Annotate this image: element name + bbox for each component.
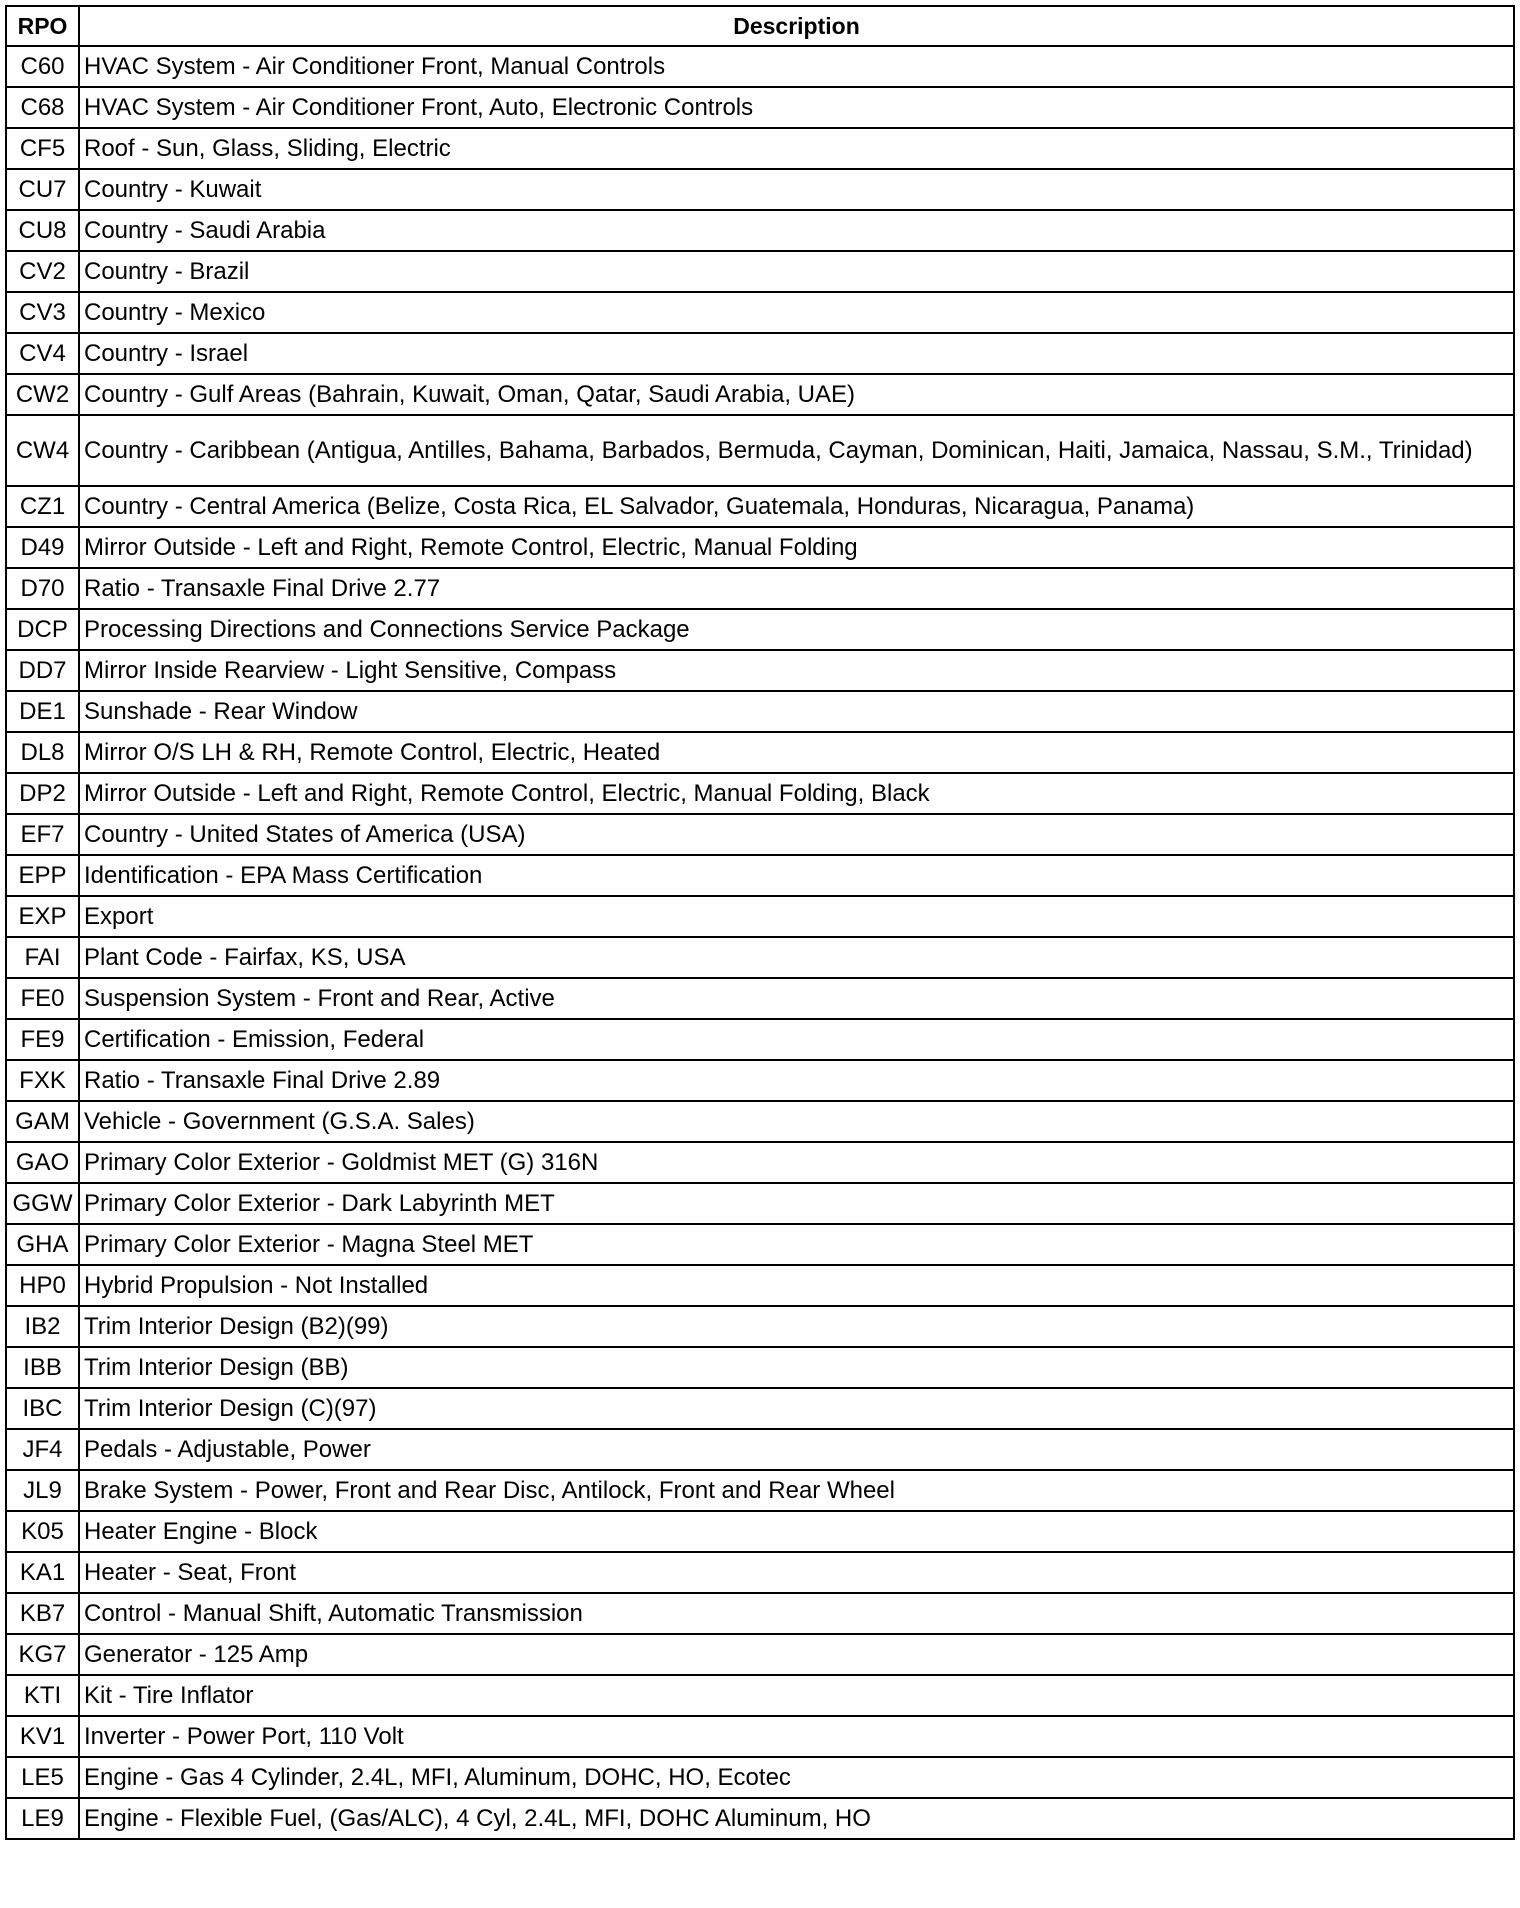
description-cell: Trim Interior Design (BB)	[79, 1347, 1514, 1388]
description-cell: Sunshade - Rear Window	[79, 691, 1514, 732]
description-cell: Engine - Gas 4 Cylinder, 2.4L, MFI, Aluminum, DOHC, HO, Ecotec	[79, 1757, 1514, 1798]
table-row	[6, 415, 1514, 486]
rpo-column-header: RPO	[6, 6, 79, 46]
description-cell: Heater - Seat, Front	[79, 1552, 1514, 1593]
description-cell: Mirror Outside - Left and Right, Remote Control, Electric, Manual Folding	[79, 527, 1514, 568]
rpo-table	[5, 5, 1515, 1840]
table-row	[6, 374, 1514, 415]
description-cell: Roof - Sun, Glass, Sliding, Electric	[79, 128, 1514, 169]
rpo-code-cell: KA1	[6, 1552, 79, 1593]
description-cell: Mirror Outside - Left and Right, Remote Control, Electric, Manual Folding, Black	[79, 773, 1514, 814]
table-row	[6, 527, 1514, 568]
table-row	[6, 169, 1514, 210]
description-cell: Engine - Flexible Fuel, (Gas/ALC), 4 Cyl, 2.4L, MFI, DOHC Aluminum, HO	[79, 1798, 1514, 1839]
description-cell: Country - Gulf Areas (Bahrain, Kuwait, Oman, Qatar, Saudi Arabia, UAE)	[79, 374, 1514, 415]
rpo-code-cell: CZ1	[6, 486, 79, 527]
table-row	[6, 1675, 1514, 1716]
description-cell: Identification - EPA Mass Certification	[79, 855, 1514, 896]
rpo-code-cell: KG7	[6, 1634, 79, 1675]
description-cell: Control - Manual Shift, Automatic Transmission	[79, 1593, 1514, 1634]
table-row	[6, 1101, 1514, 1142]
description-cell: Country - Caribbean (Antigua, Antilles, Bahama, Barbados, Bermuda, Cayman, Dominican, Haiti, Jamaica, Nassau, S.M., Trinidad)	[79, 415, 1514, 486]
rpo-code-cell: IBC	[6, 1388, 79, 1429]
description-cell: Country - Kuwait	[79, 169, 1514, 210]
table-row	[6, 1060, 1514, 1101]
table-row	[6, 814, 1514, 855]
description-cell: Generator - 125 Amp	[79, 1634, 1514, 1675]
description-cell: Mirror Inside Rearview - Light Sensitive, Compass	[79, 650, 1514, 691]
description-cell: Trim Interior Design (B2)(99)	[79, 1306, 1514, 1347]
rpo-code-cell: CV3	[6, 292, 79, 333]
description-cell: Heater Engine - Block	[79, 1511, 1514, 1552]
rpo-code-cell: GAM	[6, 1101, 79, 1142]
description-cell: Ratio - Transaxle Final Drive 2.89	[79, 1060, 1514, 1101]
rpo-code-cell: LE5	[6, 1757, 79, 1798]
rpo-code-cell: JL9	[6, 1470, 79, 1511]
table-row	[6, 486, 1514, 527]
rpo-code-cell: CU7	[6, 169, 79, 210]
rpo-code-cell: K05	[6, 1511, 79, 1552]
rpo-code-cell: KTI	[6, 1675, 79, 1716]
table-row	[6, 1183, 1514, 1224]
table-row	[6, 251, 1514, 292]
description-cell: Primary Color Exterior - Magna Steel MET	[79, 1224, 1514, 1265]
rpo-code-cell: GAO	[6, 1142, 79, 1183]
table-row	[6, 1265, 1514, 1306]
rpo-code-cell: D70	[6, 568, 79, 609]
description-cell: HVAC System - Air Conditioner Front, Auto, Electronic Controls	[79, 87, 1514, 128]
table-row	[6, 1019, 1514, 1060]
rpo-code-cell: IB2	[6, 1306, 79, 1347]
description-cell: Inverter - Power Port, 110 Volt	[79, 1716, 1514, 1757]
rpo-code-cell: CV4	[6, 333, 79, 374]
table-header-row	[6, 6, 1514, 46]
description-cell: Country - Central America (Belize, Costa Rica, EL Salvador, Guatemala, Honduras, Nicaragua, Panama)	[79, 486, 1514, 527]
table-row	[6, 732, 1514, 773]
description-cell: Mirror O/S LH & RH, Remote Control, Electric, Heated	[79, 732, 1514, 773]
table-row	[6, 1142, 1514, 1183]
rpo-code-cell: KV1	[6, 1716, 79, 1757]
table-row	[6, 46, 1514, 87]
rpo-code-cell: JF4	[6, 1429, 79, 1470]
table-row	[6, 1347, 1514, 1388]
rpo-code-cell: HP0	[6, 1265, 79, 1306]
description-cell: Country - Brazil	[79, 251, 1514, 292]
description-cell: Processing Directions and Connections Service Package	[79, 609, 1514, 650]
table-row	[6, 1716, 1514, 1757]
table-row	[6, 1757, 1514, 1798]
table-row	[6, 1429, 1514, 1470]
table-row	[6, 691, 1514, 732]
rpo-code-cell: EF7	[6, 814, 79, 855]
rpo-code-cell: FXK	[6, 1060, 79, 1101]
rpo-code-cell: DE1	[6, 691, 79, 732]
rpo-code-cell: FAI	[6, 937, 79, 978]
table-row	[6, 1552, 1514, 1593]
description-cell: Trim Interior Design (C)(97)	[79, 1388, 1514, 1429]
description-cell: Country - Mexico	[79, 292, 1514, 333]
rpo-code-cell: IBB	[6, 1347, 79, 1388]
table-body	[6, 46, 1514, 1839]
rpo-code-cell: CW4	[6, 415, 79, 486]
table-row	[6, 210, 1514, 251]
table-row	[6, 1224, 1514, 1265]
table-row	[6, 1306, 1514, 1347]
description-cell: Export	[79, 896, 1514, 937]
table-row	[6, 978, 1514, 1019]
rpo-code-cell: DP2	[6, 773, 79, 814]
description-cell: Ratio - Transaxle Final Drive 2.77	[79, 568, 1514, 609]
rpo-code-cell: CU8	[6, 210, 79, 251]
table-row	[6, 650, 1514, 691]
table-row	[6, 937, 1514, 978]
rpo-code-cell: EPP	[6, 855, 79, 896]
description-cell: Pedals - Adjustable, Power	[79, 1429, 1514, 1470]
table-row	[6, 1470, 1514, 1511]
rpo-code-cell: C60	[6, 46, 79, 87]
table-row	[6, 609, 1514, 650]
rpo-code-cell: EXP	[6, 896, 79, 937]
table-row	[6, 333, 1514, 374]
rpo-code-cell: DCP	[6, 609, 79, 650]
table-row	[6, 855, 1514, 896]
description-cell: Primary Color Exterior - Goldmist MET (G) 316N	[79, 1142, 1514, 1183]
table-row	[6, 1511, 1514, 1552]
table-row	[6, 87, 1514, 128]
description-cell: Primary Color Exterior - Dark Labyrinth MET	[79, 1183, 1514, 1224]
rpo-code-cell: KB7	[6, 1593, 79, 1634]
description-cell: Country - United States of America (USA)	[79, 814, 1514, 855]
table-row	[6, 292, 1514, 333]
description-cell: Plant Code - Fairfax, KS, USA	[79, 937, 1514, 978]
description-cell: Suspension System - Front and Rear, Active	[79, 978, 1514, 1019]
rpo-code-cell: CV2	[6, 251, 79, 292]
rpo-code-cell: CW2	[6, 374, 79, 415]
rpo-code-cell: GGW	[6, 1183, 79, 1224]
table-row	[6, 773, 1514, 814]
rpo-code-cell: DD7	[6, 650, 79, 691]
rpo-code-cell: D49	[6, 527, 79, 568]
description-cell: Brake System - Power, Front and Rear Disc, Antilock, Front and Rear Wheel	[79, 1470, 1514, 1511]
table-row	[6, 1593, 1514, 1634]
rpo-code-cell: C68	[6, 87, 79, 128]
description-cell: Kit - Tire Inflator	[79, 1675, 1514, 1716]
table-row	[6, 1634, 1514, 1675]
rpo-code-cell: GHA	[6, 1224, 79, 1265]
description-cell: Country - Saudi Arabia	[79, 210, 1514, 251]
table-row	[6, 568, 1514, 609]
description-cell: Certification - Emission, Federal	[79, 1019, 1514, 1060]
rpo-code-cell: CF5	[6, 128, 79, 169]
description-cell: HVAC System - Air Conditioner Front, Manual Controls	[79, 46, 1514, 87]
table-row	[6, 1798, 1514, 1839]
description-cell: Vehicle - Government (G.S.A. Sales)	[79, 1101, 1514, 1142]
table-row	[6, 128, 1514, 169]
table-row	[6, 896, 1514, 937]
description-cell: Country - Israel	[79, 333, 1514, 374]
rpo-code-cell: FE9	[6, 1019, 79, 1060]
rpo-code-cell: DL8	[6, 732, 79, 773]
table-row	[6, 1388, 1514, 1429]
rpo-code-cell: LE9	[6, 1798, 79, 1839]
description-column-header: Description	[79, 6, 1514, 46]
description-cell: Hybrid Propulsion - Not Installed	[79, 1265, 1514, 1306]
rpo-code-cell: FE0	[6, 978, 79, 1019]
